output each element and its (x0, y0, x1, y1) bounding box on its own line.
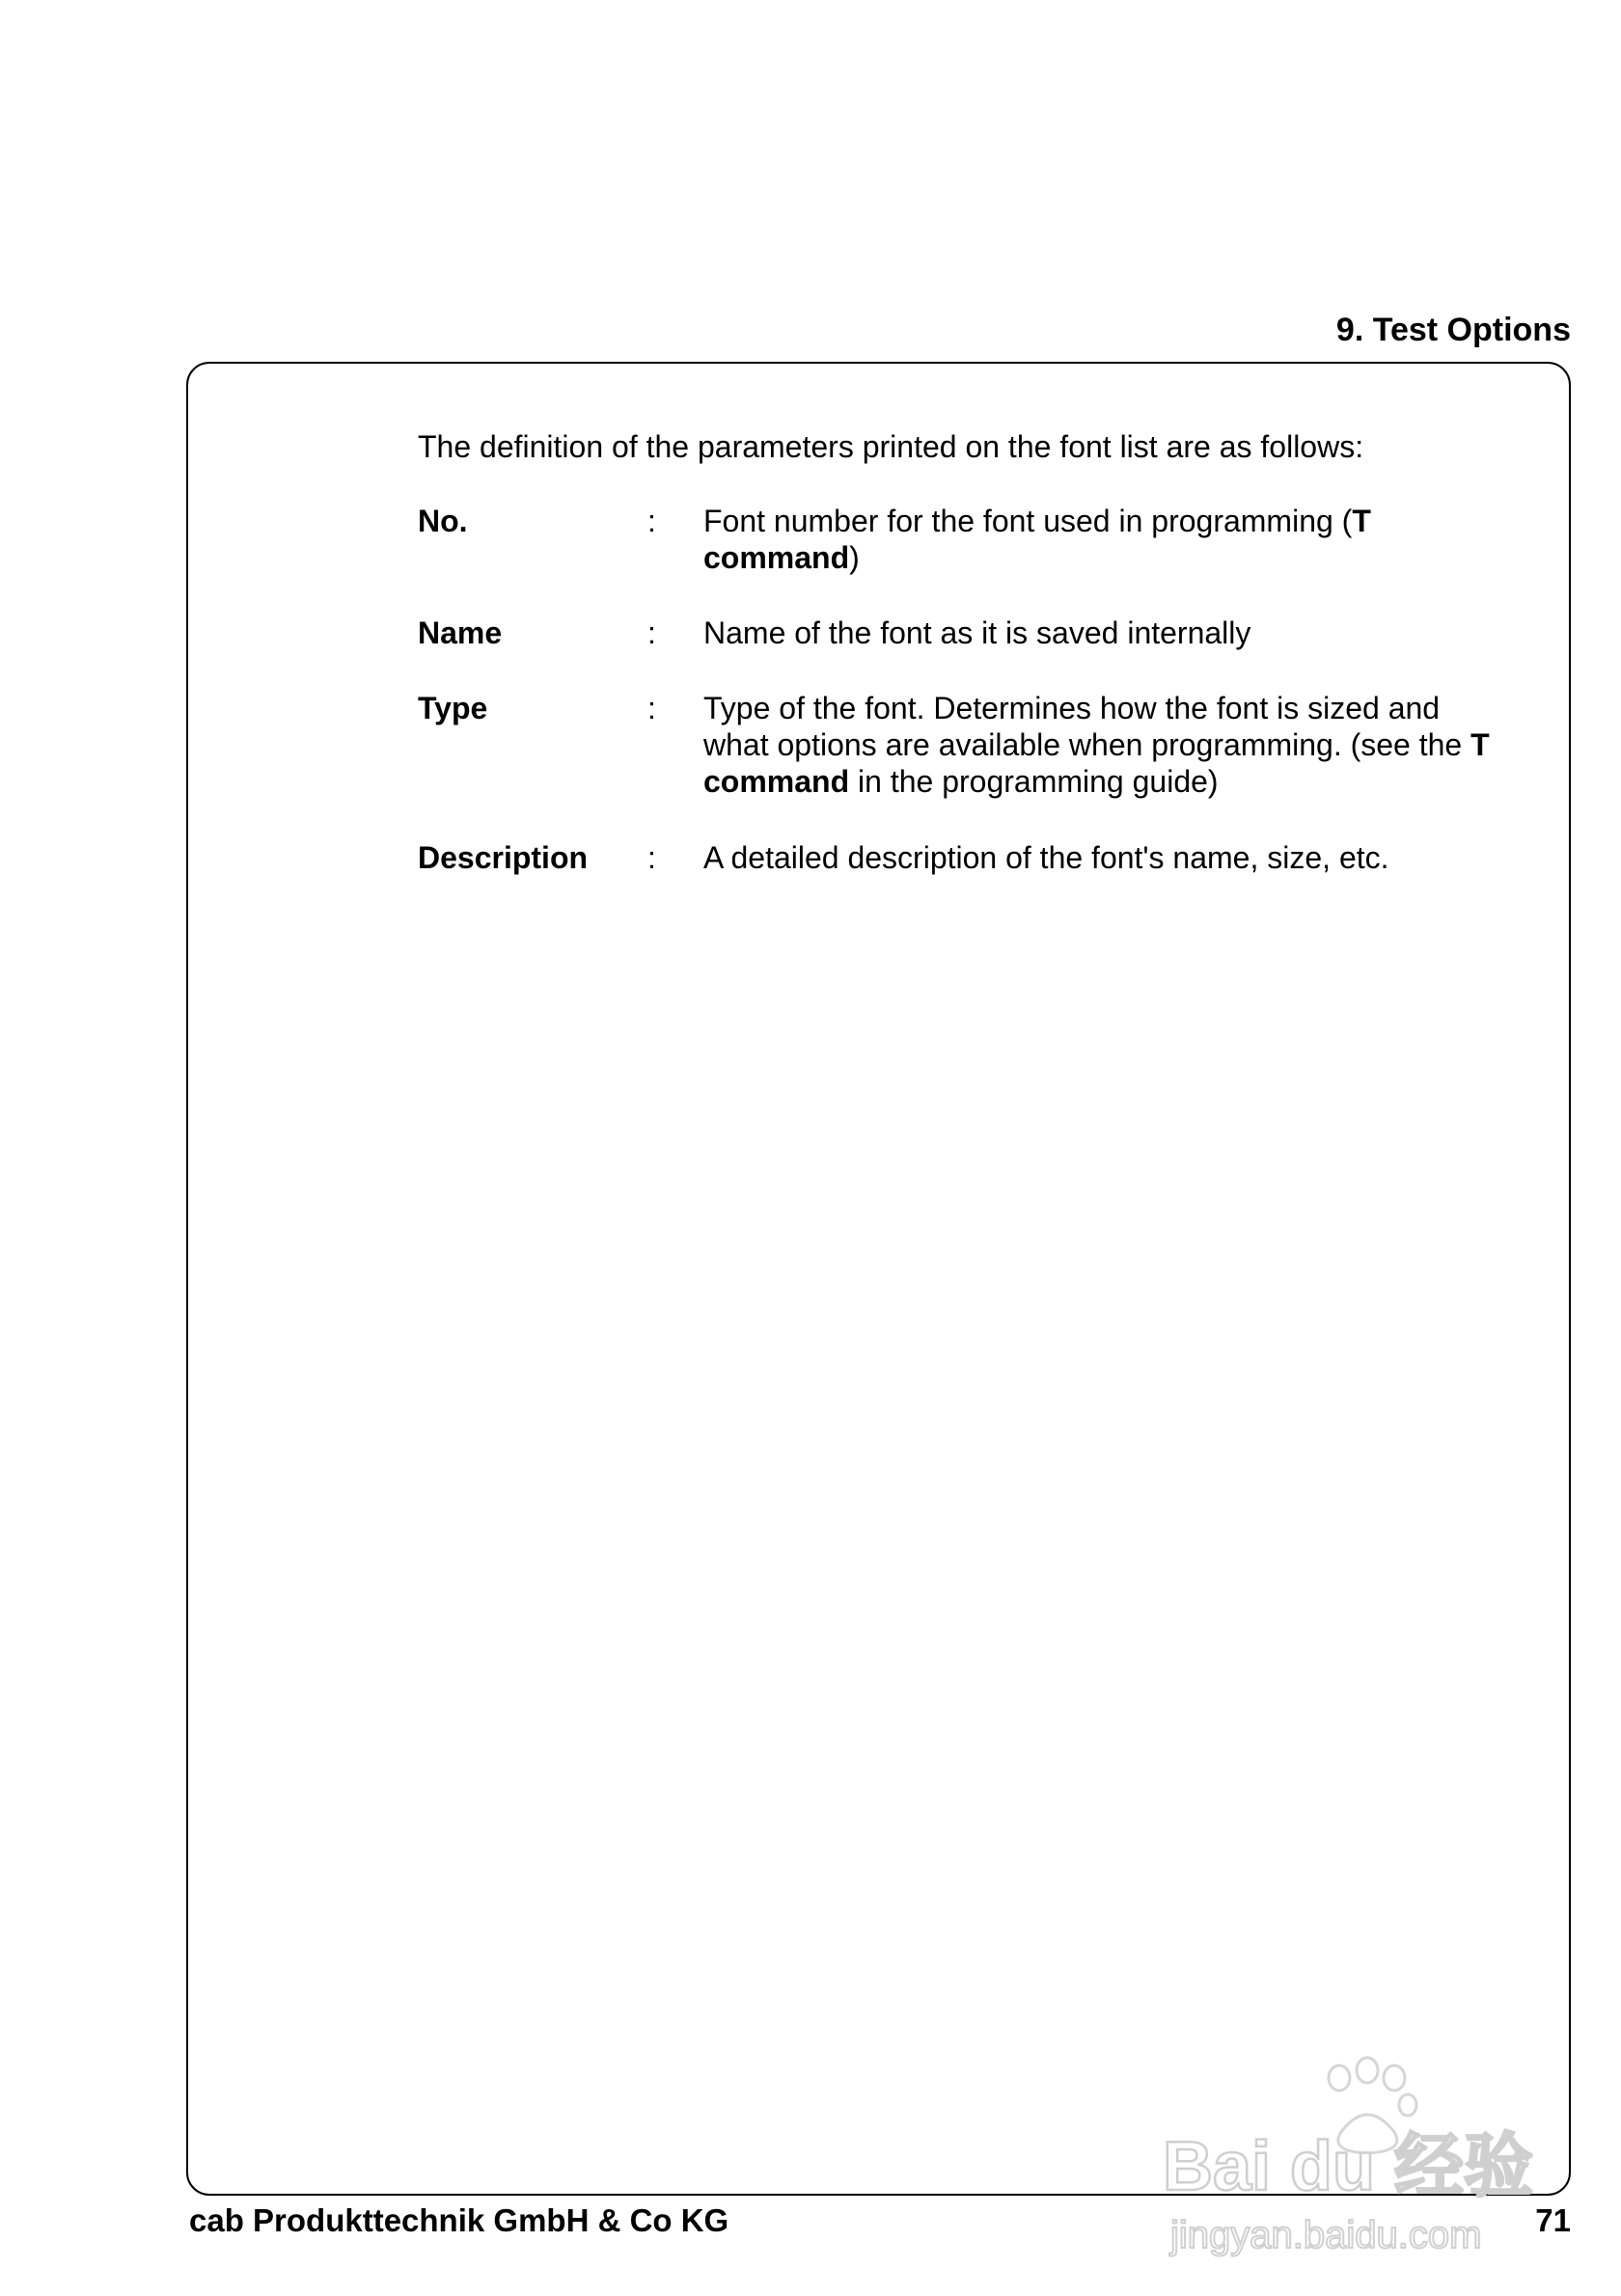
definition-separator: : (647, 840, 656, 875)
definition-description: A detailed description of the font's name, size, etc. (703, 840, 1389, 875)
definition-separator: : (647, 615, 656, 650)
definition-term: Name (418, 615, 503, 650)
watermark-url: jingyan.baidu.com (1170, 2214, 1482, 2256)
definition-description: Font number for the font used in programming (T command) (703, 504, 1371, 575)
footer-company: cab Produkttechnik GmbH & Co KG (189, 2202, 729, 2238)
definition-separator: : (647, 691, 656, 725)
page-number: 71 (1535, 2202, 1571, 2238)
definition-term: Type (418, 691, 488, 725)
definition-description: Type of the font. Determines how the font is sized and what options are available when programming. (see the T command in the programming guide) (703, 691, 1490, 799)
watermark-brand: Bai du 经验 (1163, 2128, 1534, 2205)
section-title: 9. Test Options (1335, 312, 1571, 348)
definition-term: Description (418, 840, 589, 875)
definition-separator: : (647, 504, 656, 538)
definition-description: Name of the font as it is saved internally (703, 615, 1251, 650)
definition-term: No. (418, 504, 468, 538)
intro-paragraph: The definition of the parameters printed on the font list are as follows: (418, 429, 1364, 464)
